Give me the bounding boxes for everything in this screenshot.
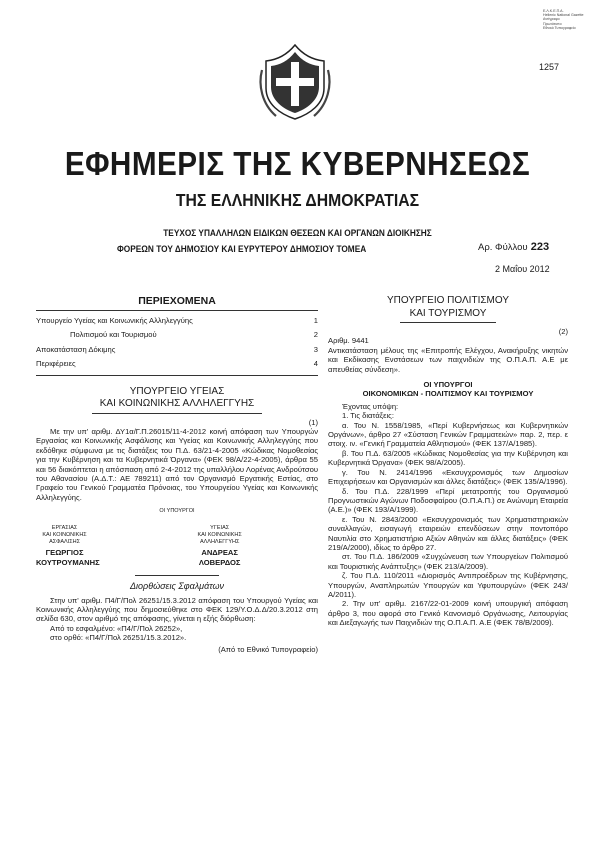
provision-item: ε. Του Ν. 2843/2000 «Εκσυγχρονισμός των Χρηματιστηριακών συναλλαγών, εισαγωγή εταιρειών επενδύσεων στην ποντοπόρο Ναυτιλία στο Χρηματιστήριο Αξιών Αθηνών και άλλες διατάξεις» (ΦΕΚ 219/Α/2000), ιδίως το άρθρο 27. xyxy=(328,514,568,552)
sheet-value: 223 xyxy=(530,241,550,253)
signature-name: ΑΝΔΡΕΑΣ ΛΟΒΕΡΔΟΣ xyxy=(198,548,241,567)
ministry-heading-health-2: ΚΑΙ ΚΟΙΝΩΝΙΚΗΣ ΑΛΛΗΛΕΓΓΥΗΣ xyxy=(99,398,255,410)
correct-text: στο ορθό: «Π4/Γ/Πολ 26251/15.3.2012». xyxy=(50,633,187,643)
signature-block xyxy=(36,525,163,567)
sheet-label: Αρ. Φύλλου xyxy=(478,242,528,253)
item-number: (2) xyxy=(558,327,568,336)
provision-item: ζ. Του Π.Δ. 110/2011 «Διορισμός Αντιπροέδρων της Κυβέρνησης, Υπουργών, Αναπληρωτών Υπουργών και Υφυπουργών» (ΦΕΚ 243/Α/2011). xyxy=(328,571,568,599)
provision-item: α. Του Ν. 1558/1985, «Περί Κυβερνήσεως και Κυβερνητικών Οργάνων», άρθρο 27 «Σύσταση Γενικών Γραμματειών» παρ. 2, περ. ε στοιχ. ιν. «Γενική Γραμματεία Αθλητισμού» (ΦΕΚ 137/Α/1985). xyxy=(328,420,568,449)
right-column xyxy=(328,295,568,628)
toc-page: 3 xyxy=(313,344,318,354)
issue-date: 2 Μαΐου 2012 xyxy=(495,264,550,274)
gazette-title: ΕΦΗΜΕΡΙΣ ΤΗΣ ΚΥΒΕΡΝΗΣΕΩΣ xyxy=(64,145,531,182)
toc-label: Περιφέρειες xyxy=(36,359,76,369)
ministers-heading: ΟΙ ΥΠΟΥΡΓΟΙ xyxy=(423,380,473,390)
item-number: (1) xyxy=(308,417,318,427)
divider xyxy=(36,310,318,311)
provision-item: δ. Του Π.Δ. 228/1999 «Περί μετατροπής του Οργανισμού Προγνωστικών Αγώνων Ποδοσφαίρου (Ο.Π.Α.Π.) σε Ανώνυμη Εταιρεία (Α.Ε.)» (ΦΕΚ 193/Α/1999). xyxy=(328,486,568,515)
toc-item[interactable] xyxy=(36,359,318,368)
sheet-number xyxy=(478,241,549,253)
contents-heading: ΠΕΡΙΕΧΟΜΕΝΑ xyxy=(138,295,216,307)
issue-line-1: ΤΕΥΧΟΣ ΥΠΑΛΛΗΛΩΝ ΕΙΔΙΚΩΝ ΘΕΣΕΩΝ ΚΑΙ ΟΡΓΑΝΩΝ ΔΙΟΙΚΗΣΗΣ xyxy=(163,228,432,238)
provision-item: β. Του Π.Δ. 63/2005 «Κώδικας Νομοθεσίας για την Κυβέρνηση και Κυβερνητικά Όργανα» (ΦΕΚ 98/Α/2005). xyxy=(328,448,568,468)
page-number: 1257 xyxy=(539,62,560,72)
corrections-heading: Διορθώσεις Σφαλμάτων xyxy=(130,581,224,592)
ministry-heading-culture: ΥΠΟΥΡΓΕΙΟ ΠΟΛΙΤΙΣΜΟΥ xyxy=(386,295,509,306)
provisions-line: 1. Τις διατάξεις: xyxy=(342,411,394,421)
toc-item[interactable] xyxy=(36,345,318,354)
ministers-heading-2: ΟΙΚΟΝΟΜΙΚΩΝ - ΠΟΛΙΤΙΣΜΟΥ ΚΑΙ ΤΟΥΡΙΣΜΟΥ xyxy=(362,389,534,399)
toc-item[interactable] xyxy=(36,330,318,339)
toc-page: 2 xyxy=(313,330,318,340)
decision-reference: Αριθμ. 9441 xyxy=(328,336,369,346)
considering-line: Έχοντας υπόψη: xyxy=(342,401,399,411)
toc-label: Πολιτισμού και Τουρισμού xyxy=(70,330,157,340)
greek-coat-of-arms-icon xyxy=(256,40,334,122)
signature-role: ΥΓΕΙΑΣ ΚΑΙ ΚΟΙΝΩΝΙΚΗΣ ΑΛΛΗΛΕΓΓΥΗΣ xyxy=(197,525,242,546)
ministry-heading-health: ΥΠΟΥΡΓΕΙΟ ΥΓΕΙΑΣ xyxy=(129,385,225,397)
signature-role: ΕΡΓΑΣΙΑΣ ΚΑΙ ΚΟΙΝΩΝΙΚΗΣ ΑΣΦΑΛΙΣΗΣ xyxy=(42,525,87,546)
wrong-text: Από το εσφαλμένο: «Π4/Γ/Πολ 26252», xyxy=(50,623,183,633)
issue-line-2: ΦΟΡΕΩΝ ΤΟΥ ΔΗΜΟΣΙΟΥ ΚΑΙ ΕΥΡΥΤΕΡΟΥ ΔΗΜΟΣΙΟΥ ΤΟΜΕΑ xyxy=(117,244,367,254)
gazette-subtitle: ΤΗΣ ΕΛΛΗΝΙΚΗΣ ΔΗΜΟΚΡΑΤΙΑΣ xyxy=(175,190,420,210)
toc-page: 1 xyxy=(313,316,318,325)
toc-item[interactable] xyxy=(36,316,318,325)
toc-page: 4 xyxy=(313,359,318,369)
signatures xyxy=(36,525,318,567)
toc-label: Αποκατάσταση Δόκιμης xyxy=(36,344,116,354)
divider xyxy=(135,575,220,576)
signature-block xyxy=(191,525,318,567)
decision-body: Με την υπ' αριθμ. ΔΥ1α/Γ.Π.26015/11-4-2012 κοινή απόφαση των Υπουργών Εργασίας και Κοινωνικής Ασφάλισης και Υγείας και Κοινωνικής Αλληλεγγύης που εκδόθηκε σύμφωνα με τις διατάξεις του Π.Δ. 63/21-4-2005 «Κώδικας Νομοθεσίας για την Κυβέρνηση και τα Κυβερνητικά Όργανα» (ΦΕΚ 98/Α/22-4-2005), άρθρα 55 και 56 διακόπτεται η απόσπαση από 2-4-2012 της υπαλλήλου Λορένας Ανδρούτσου του Αθανασίου (Α.Δ.Τ.: ΑΕ 789211) από τον Οργανισμό Εργατικής Εστίας, στο Γραφείο του Γενικού Γραμματέα Πρόνοιας, του Υπουργείου Υγείας και Κοινωνικής Αλληλεγγύης. xyxy=(36,427,318,502)
signature-name: ΓΕΩΡΓΙΟΣ ΚΟΥΤΡΟΥΜΑΝΗΣ xyxy=(36,548,100,567)
ministers-heading: ΟΙ ΥΠΟΥΡΓΟΙ xyxy=(159,508,195,515)
divider xyxy=(36,375,318,376)
provision-item: 2. Την υπ' αριθμ. 2167/22-01-2009 κοινή υπουργική απόφαση άρθρο 3, που αφορά στο Γενικό Κανονισμό Οργάνωσης, Λειτουργίας και Διεξαγωγής των Παιχνιδιών της Ο.Π.Α.Π. Α.Ε (ΦΕΚ 78/Β/2009). xyxy=(328,599,568,628)
electronic-signature-stamp: Ε.Λ.Κ.Ε.Π.Α. Hellenic National Gazette Αντίγραφο Πρωτότυπο Εθνικό Τυπογραφείο xyxy=(543,9,584,30)
divider xyxy=(92,413,261,414)
provision-item: γ. Του Ν. 2414/1996 «Εκσυγχρονισμός των Δημοσίων Επιχειρήσεων και Οργανισμών και άλλες διατάξεις» (ΦΕΚ 135/Α/1996). xyxy=(328,467,568,487)
ministry-heading-culture-2: ΚΑΙ ΤΟΥΡΙΣΜΟΥ xyxy=(409,307,487,319)
source-note: (Από το Εθνικό Τυπογραφείο) xyxy=(218,644,318,654)
divider xyxy=(400,322,496,323)
corrections-body: Στην υπ' αριθμ. Π4/Γ/Πολ 26251/15.3.2012 απόφαση του Υπουργού Υγείας και Κοινωνικής Αλληλεγγύης που δημοσιεύθηκε στο ΦΕΚ 129/Υ.Ο.Δ.Δ/20.3.2012 στη σελίδα 630, στον αριθμό της απόφασης, γίνεται η εξής διόρθωση: xyxy=(36,595,318,624)
left-column xyxy=(36,295,318,654)
toc-label: Υπουργείο Υγείας και Κοινωνικής Αλληλεγγύης xyxy=(36,316,193,325)
decision-summary: Αντικατάσταση μέλους της «Επιτροπής Ελέγχου, Ανακήρυξης νικητών και Εκδίκασης Ενστάσεων των παιχνιδιών της Ο.Π.Α.Π. Α.Ε με απευθείας σύνδεση». xyxy=(328,345,568,374)
provision-item: στ. Του Π.Δ. 186/2009 «Συγχώνευση των Υπουργείων Πολιτισμού και Τουριστικής Ανάπτυξης» (ΦΕΚ 213/Α/2009). xyxy=(328,552,568,571)
